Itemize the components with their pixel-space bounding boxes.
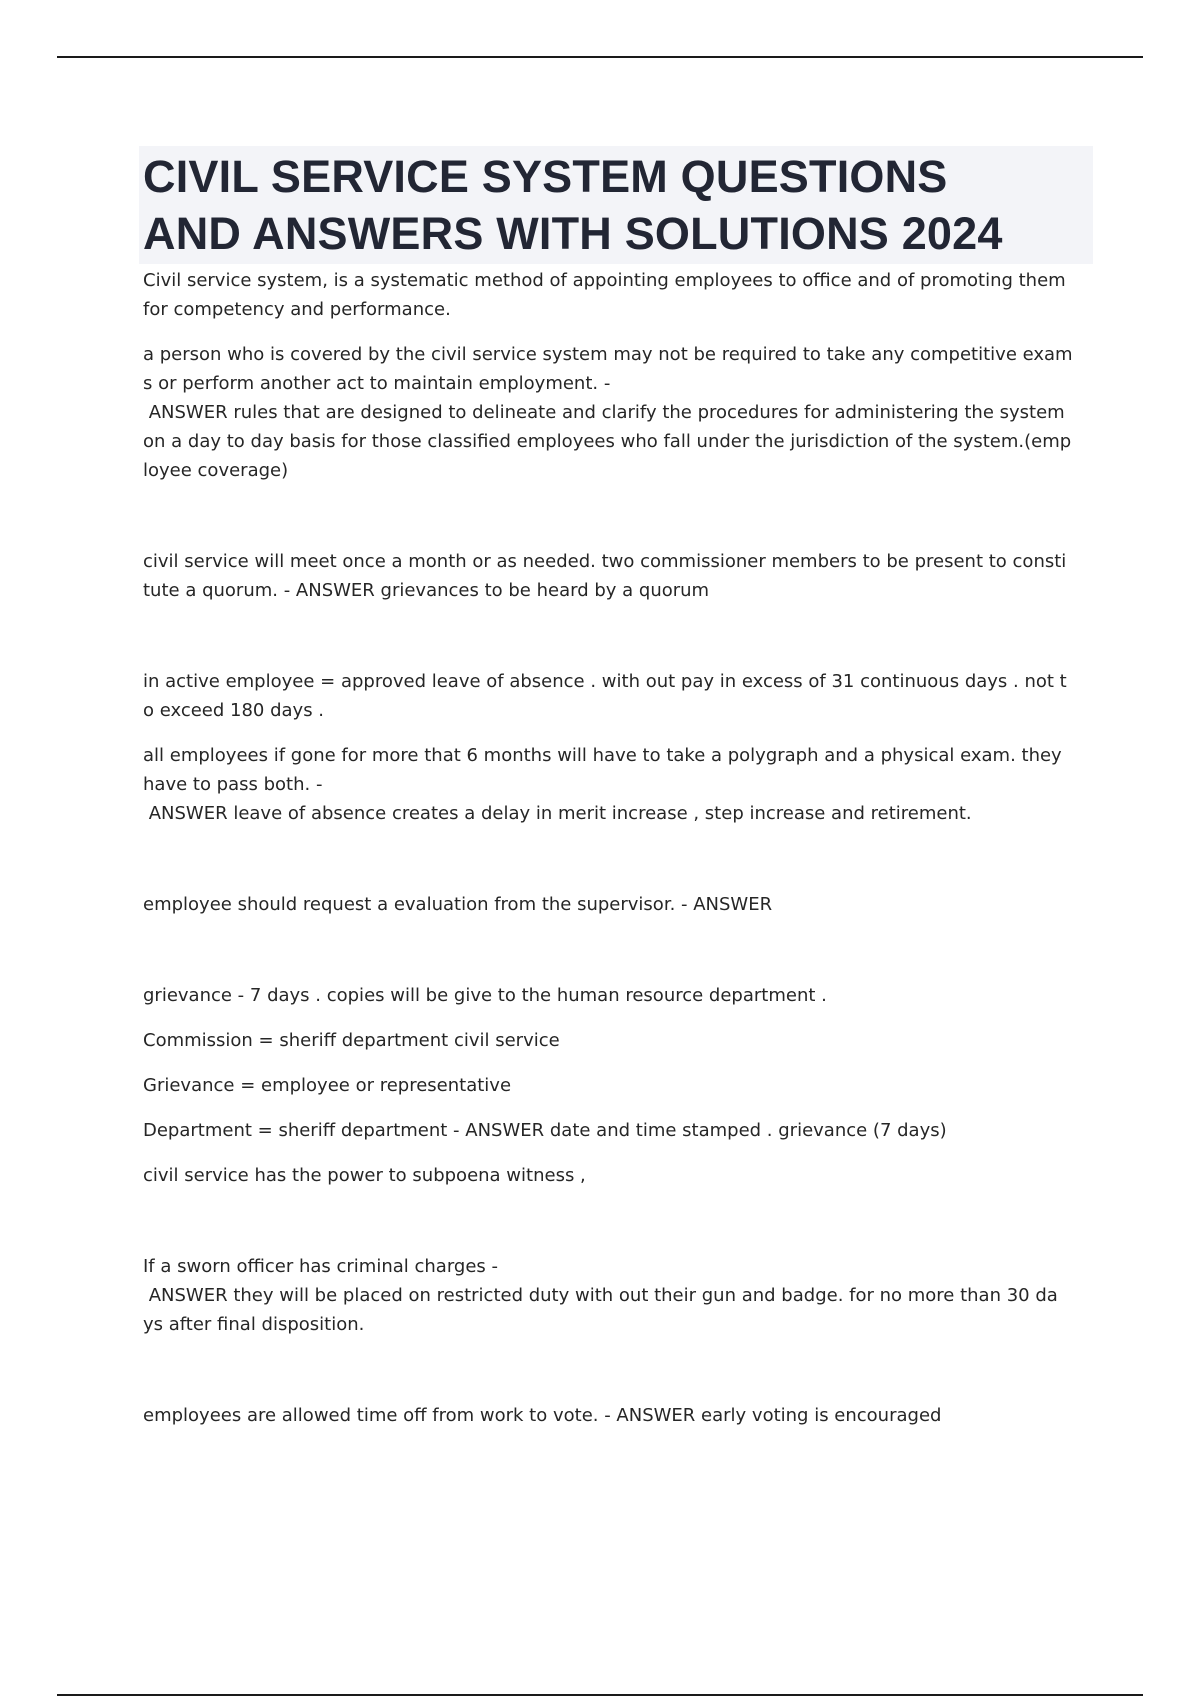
qa-paragraph [143,890,1093,919]
qa-list [143,266,1093,1430]
paragraph-line: loyee coverage) [143,460,289,481]
paragraph-line: all employees if gone for more that 6 months will have to take a polygraph and a physical exam. they [143,745,1062,766]
paragraph-line: for competency and performance. [143,299,451,320]
paragraph-line: s or perform another act to maintain employment. - [143,373,611,394]
paragraph-line: Civil service system, is a systematic method of appointing employees to office and of promoting them [143,270,1066,291]
paragraph-line: employees are allowed time off from work to vote. - ANSWER early voting is encouraged [143,1405,942,1426]
qa-paragraph [143,1161,1093,1190]
paragraph-line: civil service will meet once a month or as needed. two commissioner members to be present to consti [143,551,1067,572]
paragraph-line: o exceed 180 days . [143,700,325,721]
paragraph-line: employee should request a evaluation from the supervisor. - ANSWER [143,894,773,915]
qa-paragraph [143,1071,1093,1100]
top-rule [57,56,1143,58]
title-line: CIVIL SERVICE SYSTEM QUESTIONS [143,151,948,202]
qa-paragraph [143,266,1093,324]
paragraph-line: grievance - 7 days . copies will be give to the human resource department . [143,985,827,1006]
paragraph-line: Grievance = employee or representative [143,1075,512,1096]
paragraph-line: a person who is covered by the civil service system may not be required to take any competitive exam [143,344,1073,365]
title-box [139,146,1093,264]
paragraph-line: on a day to day basis for those classified employees who fall under the jurisdiction of the system.(emp [143,431,1072,452]
paragraph-line: civil service has the power to subpoena witness , [143,1165,586,1186]
paragraph-line: have to pass both. - [143,774,323,795]
paragraph-line: Commission = sheriff department civil service [143,1030,560,1051]
qa-paragraph [143,547,1093,605]
paragraph-line: If a sworn officer has criminal charges - [143,1256,498,1277]
qa-paragraph [143,340,1093,485]
paragraph-line: ANSWER rules that are designed to delineate and clarify the procedures for administering the system [143,402,1065,423]
title-line: AND ANSWERS WITH SOLUTIONS 2024 [143,208,1003,259]
document-body [143,146,1093,1430]
paragraph-line: Department = sheriff department - ANSWER date and time stamped . grievance (7 days) [143,1120,947,1141]
qa-paragraph [143,741,1093,828]
qa-paragraph [143,667,1093,725]
qa-paragraph [143,1026,1093,1055]
qa-paragraph [143,981,1093,1010]
paragraph-line: ANSWER leave of absence creates a delay in merit increase , step increase and retirement. [143,803,972,824]
paragraph-line: tute a quorum. - ANSWER grievances to be heard by a quorum [143,580,710,601]
qa-paragraph [143,1401,1093,1430]
qa-paragraph [143,1252,1093,1339]
qa-paragraph [143,1116,1093,1145]
paragraph-line: ys after final disposition. [143,1314,365,1335]
bottom-rule [57,1694,1143,1696]
paragraph-line: ANSWER they will be placed on restricted duty with out their gun and badge. for no more than 30 da [143,1285,1058,1306]
document-title [143,148,1089,262]
paragraph-line: in active employee = approved leave of absence . with out pay in excess of 31 continuous days . not t [143,671,1067,692]
